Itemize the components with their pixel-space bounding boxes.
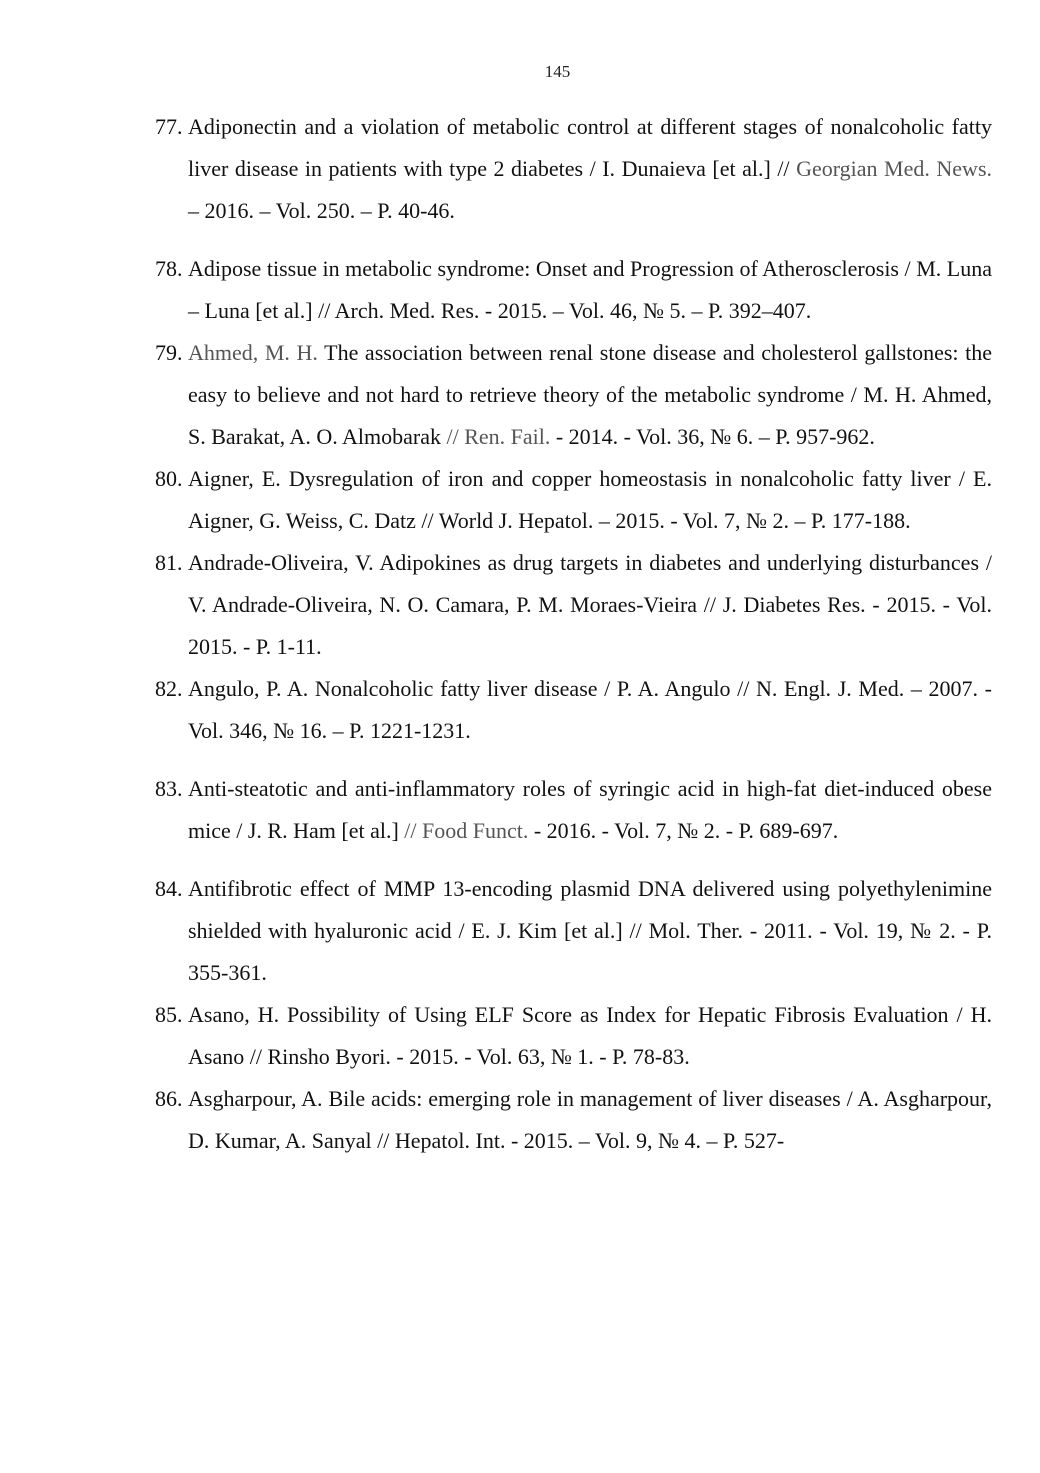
reference-number: 79.	[155, 340, 183, 365]
reference-number: 77.	[155, 114, 183, 139]
reference-number: 82.	[155, 676, 183, 701]
reference-number: 80.	[155, 466, 183, 491]
reference-text: Antifibrotic effect of MMP 13-encoding plasmid DNA delivered using polyethylenimine shielded with hyaluronic acid / E. J. Kim [et al.] // Mol. Ther. - 2011. - Vol. 19, № 2. - P. 355-361.	[188, 876, 992, 985]
author-name: Ahmed, M. H.	[188, 340, 318, 365]
reference-number: 86.	[155, 1086, 183, 1111]
reference-text: - 2016. - Vol. 7, № 2. - P. 689-697.	[528, 818, 839, 843]
reference-item-78	[155, 248, 992, 332]
reference-item-81	[155, 542, 992, 668]
page-number: 145	[544, 62, 571, 81]
reference-text: Asano, H. Possibility of Using ELF Score as Index for Hepatic Fibrosis Evaluation / H. Asano // Rinsho Byori. - 2015. - Vol. 63, № 1. - P. 78-83.	[188, 1002, 992, 1069]
reference-text: - 2014. - Vol. 36, № 6. – P. 957-962.	[550, 424, 875, 449]
reference-item-84	[155, 868, 992, 994]
journal-name: // Ren. Fail.	[446, 424, 551, 449]
journal-name: Georgian Med. News.	[796, 156, 992, 181]
reference-number: 78.	[155, 256, 183, 281]
reference-item-80	[155, 458, 992, 542]
reference-item-86	[155, 1078, 992, 1162]
reference-list	[155, 106, 992, 1162]
journal-name: // Food Funct.	[404, 818, 529, 843]
reference-item-79	[155, 332, 992, 458]
reference-item-77	[155, 106, 992, 232]
reference-text: Adipose tissue in metabolic syndrome: Onset and Progression of Atherosclerosis / M. Luna – Luna [et al.] // Arch. Med. Res. - 2015. – Vol. 46, № 5. – P. 392–407.	[188, 256, 992, 323]
reference-number: 84.	[155, 876, 183, 901]
reference-text: – 2016. – Vol. 250. – P. 40-46.	[188, 198, 455, 223]
reference-number: 81.	[155, 550, 183, 575]
reference-text: Anti-steatotic and anti-inflammatory roles of syringic acid in high-fat diet-induced obese mice / J. R. Ham [et al.]	[188, 776, 992, 843]
reference-text: Adiponectin and a violation of metabolic control at different stages of nonalcoholic fatty liver disease in patients with type 2 diabetes / I. Dunaieva [et al.] //	[188, 114, 992, 181]
reference-number: 83.	[155, 776, 183, 801]
reference-text: Angulo, P. A. Nonalcoholic fatty liver disease / P. A. Angulo // N. Engl. J. Med. – 2007. - Vol. 346, № 16. – P. 1221-1231.	[188, 676, 992, 743]
reference-item-82	[155, 668, 992, 752]
reference-text: Andrade-Oliveira, V. Adipokines as drug targets in diabetes and underlying disturbances / V. Andrade-Oliveira, N. O. Camara, P. M. Moraes-Vieira // J. Diabetes Res. - 2015. - Vol. 2015. - P. 1-11.	[188, 550, 992, 659]
reference-number: 85.	[155, 1002, 183, 1027]
reference-item-85	[155, 994, 992, 1078]
reference-text: Asgharpour, A. Bile acids: emerging role in management of liver diseases / A. Asgharpour, D. Kumar, A. Sanyal // Hepatol. Int. - 2015. – Vol. 9, № 4. – P. 527-	[188, 1086, 992, 1153]
reference-text: Aigner, E. Dysregulation of iron and copper homeostasis in nonalcoholic fatty liver / E. Aigner, G. Weiss, C. Datz // World J. Hepatol. – 2015. - Vol. 7, № 2. – P. 177-188.	[188, 466, 992, 533]
reference-item-83	[155, 768, 992, 852]
reference-text: The association between renal stone disease and cholesterol gallstones: the easy to believe and not hard to retrieve theory of the metabolic syndrome / M. H. Ahmed, S. Barakat, A. O. Almobarak	[188, 340, 992, 449]
